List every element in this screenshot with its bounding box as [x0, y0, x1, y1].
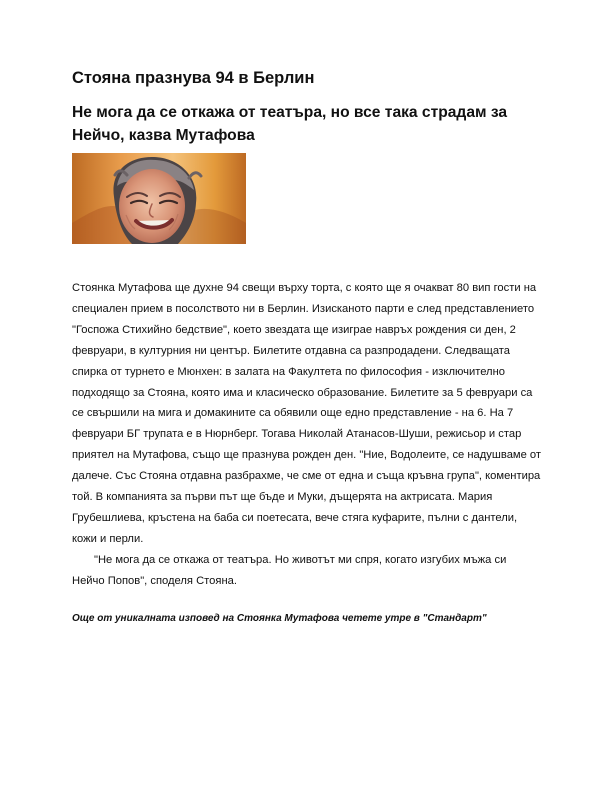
article-title: Стояна празнува 94 в Берлин: [72, 69, 315, 87]
body-paragraph: Стоянка Мутафова ще духне 94 свещи върху торта, с която ще я очакват 80 вип гости на специален прием в посолството ни в Берлин. Изисканото парти е след представлението "Госпожа Стихийно бедствие", което звездата ще изиграе навръх рождения си ден, 2 февруари, в културния ни център. Билетите отдавна са разпродадени. Следващата спирка от турнето е Мюнхен: в залата на Факултета по философия - изключително подходящо за Стояна, която има и класическо образование. Билетите за 5 февруари са се свършили на мига и домакините са обявили още едно представление - на 6. На 7 февруари БГ трупата е в Нюрнберг. Тогава Николай Атанасов-Шуши, режисьор и стар приятел на Мутафова, също ще празнува рожден ден. "Ние, Водолеите, се надушваме от далече. Със Стояна отдавна разбрахме, че сме от една и съща кръвна група", коментира той. В компанията за първи път ще бъде и Муки, дъщерята на актрисата. Мария Грубешлиева, кръстена на баба си поетесата, вече стяга куфарите, пълни с дантели, кожи и перли.: [72, 282, 542, 545]
footer-note: Още от уникалната изповед на Стоянка Мутафова четете утре в "Стандарт": [72, 613, 487, 624]
portrait-photo-icon: [72, 153, 246, 244]
article-subtitle: Не мога да се откажа от театъра, но все така страдам за Нейчо, казва Мутафова: [72, 104, 508, 144]
portrait-photo: [72, 153, 246, 244]
quote-paragraph: "Не мога да се откажа от театъра. Но животът ми спря, когато изгубих мъжа си Нейчо Попов", споделя Стояна.: [72, 553, 507, 587]
article-body: [72, 278, 542, 592]
